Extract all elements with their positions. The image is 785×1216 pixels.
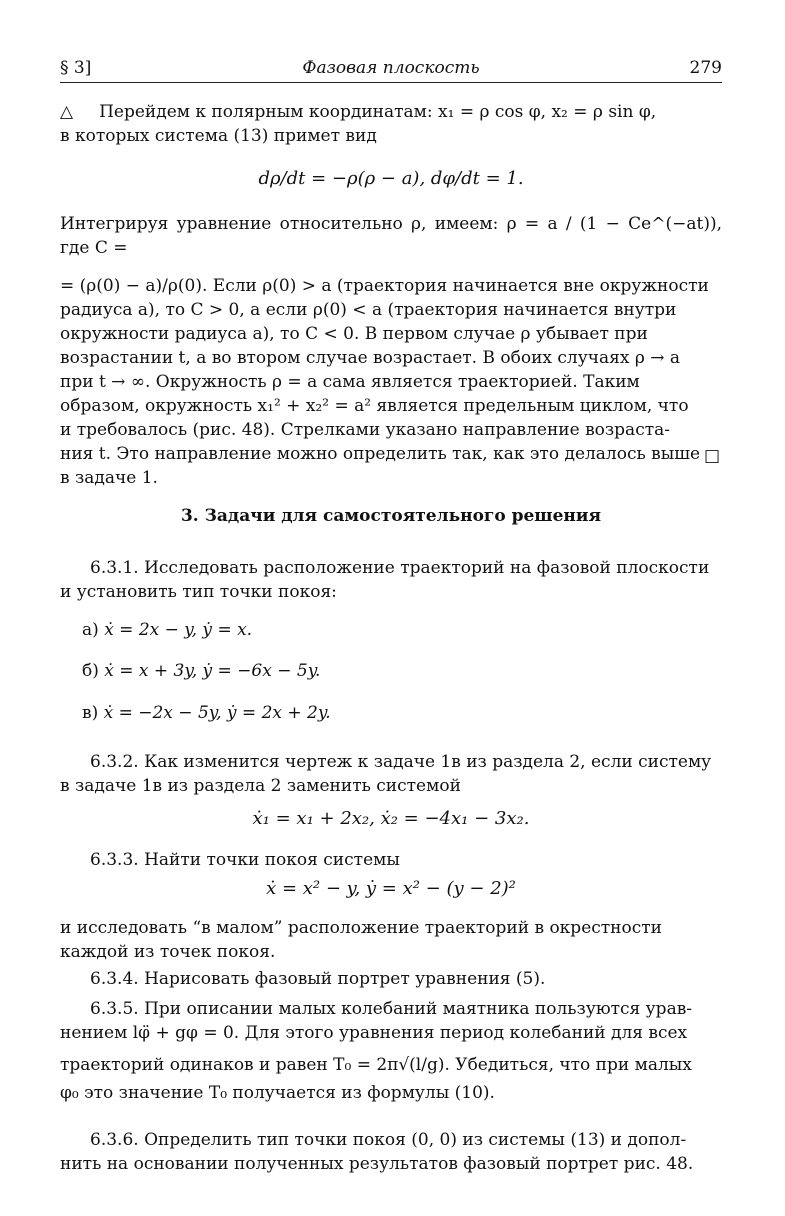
solution-line-2: = (ρ(0) − a)/ρ(0). Если ρ(0) > a (траектория начинается вне окружности bbox=[60, 276, 709, 296]
task-6-3-2-line-2: в задаче 1в из раздела 2 заменить системой bbox=[60, 776, 461, 796]
task-6-3-5-line-2: нением lφ̈ + gφ = 0. Для этого уравнения период колебаний для всех bbox=[60, 1023, 688, 1043]
task-6-3-4: 6.3.4. Нарисовать фазовый портрет уравнения (5). bbox=[90, 969, 546, 989]
section-heading: 3. Задачи для самостоятельного решения bbox=[180, 506, 602, 526]
intro-line-2: в которых система (13) примет вид bbox=[60, 126, 377, 146]
task-6-3-6 bbox=[60, 1128, 722, 1176]
item-label: б) bbox=[82, 661, 99, 681]
solution-line-6: при t → ∞. Окружность ρ = a сама является траекторией. Таким bbox=[60, 372, 640, 392]
task-6-3-3-continuation bbox=[60, 916, 722, 964]
task-6-3-1-line-2: и установить тип точки покоя: bbox=[60, 582, 337, 602]
running-title: Фазовая плоскость bbox=[302, 58, 480, 78]
item-equation: ẋ = −2x − 5y, ẏ = 2x + 2y. bbox=[103, 703, 331, 723]
task-6-3-3-line-2: и исследовать “в малом” расположение траекторий в окрестности bbox=[60, 918, 662, 938]
solution-line-7: образом, окружность x₁² + x₂² = a² является предельным циклом, что bbox=[60, 396, 689, 416]
task-6-3-1-item-a bbox=[82, 620, 252, 640]
equation-polar: dρ/dt = −ρ(ρ − a), dφ/dt = 1. bbox=[258, 168, 524, 189]
task-6-3-5-line-1: 6.3.5. При описании малых колебаний маятника пользуются урав- bbox=[90, 999, 693, 1019]
solution-line-9: ния t. Это направление можно определить так, как это делалось выше bbox=[60, 444, 701, 464]
qed-icon: □ bbox=[703, 446, 720, 466]
intro-text-1: Перейдем к полярным координатам: x₁ = ρ cos φ, x₂ = ρ sin φ, bbox=[99, 102, 657, 122]
solution-line-5: возрастании t, а во втором случае возрастает. В обоих случаях ρ → a bbox=[60, 348, 681, 368]
solution-line-3: радиуса a), то C > 0, а если ρ(0) < a (траектория начинается внутри bbox=[60, 300, 677, 320]
item-equation: ẋ = x + 3y, ẏ = −6x − 5y. bbox=[104, 661, 321, 681]
solution-line-8: и требовалось (рис. 48). Стрелками указано направление возраста- bbox=[60, 420, 670, 440]
task-6-3-3-line-3: каждой из точек покоя. bbox=[60, 942, 276, 962]
task-6-3-1 bbox=[60, 556, 722, 604]
solution-line-1: Интегрируя уравнение относительно ρ, имеем: ρ = a / (1 − Ce^(−at)), где C = bbox=[60, 214, 722, 258]
task-6-3-5 bbox=[60, 997, 722, 1105]
solution-line-4: окружности радиуса a), то C < 0. В первом случае ρ убывает при bbox=[60, 324, 648, 344]
item-equation: ẋ = 2x − y, ẏ = x. bbox=[104, 620, 253, 640]
running-header bbox=[60, 56, 722, 83]
task-6-3-1-item-b bbox=[82, 661, 320, 681]
task-6-3-6-line-2: нить на основании полученных результатов фазовый портрет рис. 48. bbox=[60, 1154, 694, 1174]
proof-start-icon: △ bbox=[60, 102, 74, 122]
task-6-3-6-line-1: 6.3.6. Определить тип точки покоя (0, 0) из системы (13) и допол- bbox=[90, 1130, 687, 1150]
task-6-3-5-line-3: траекторий одинаков и равен T₀ = 2π√(l/g). Убедиться, что при малых bbox=[60, 1055, 692, 1075]
solution-paragraph bbox=[60, 212, 722, 490]
equation-6-3-2: ẋ₁ = x₁ + 2x₂, ẋ₂ = −4x₁ − 3x₂. bbox=[252, 808, 530, 829]
task-6-3-3-line-1: 6.3.3. Найти точки покоя системы bbox=[90, 850, 400, 870]
task-6-3-1-line-1: 6.3.1. Исследовать расположение траекторий на фазовой плоскости bbox=[90, 558, 710, 578]
equation-6-3-3: ẋ = x² − y, ẏ = x² − (y − 2)² bbox=[266, 878, 516, 899]
intro-paragraph bbox=[60, 100, 722, 148]
solution-line-10: в задаче 1. bbox=[60, 468, 158, 488]
item-label: в) bbox=[82, 703, 99, 723]
task-6-3-1-item-c bbox=[82, 703, 331, 723]
task-6-3-5-line-4: φ₀ это значение T₀ получается из формулы (10). bbox=[60, 1083, 495, 1103]
task-6-3-2-line-1: 6.3.2. Как изменится чертеж к задаче 1в из раздела 2, если систему bbox=[90, 752, 712, 772]
section-marker: § 3] bbox=[60, 58, 92, 78]
task-6-3-2 bbox=[60, 750, 722, 798]
page-number: 279 bbox=[689, 58, 722, 78]
intro-line-1 bbox=[60, 100, 722, 124]
item-label: а) bbox=[82, 620, 99, 640]
